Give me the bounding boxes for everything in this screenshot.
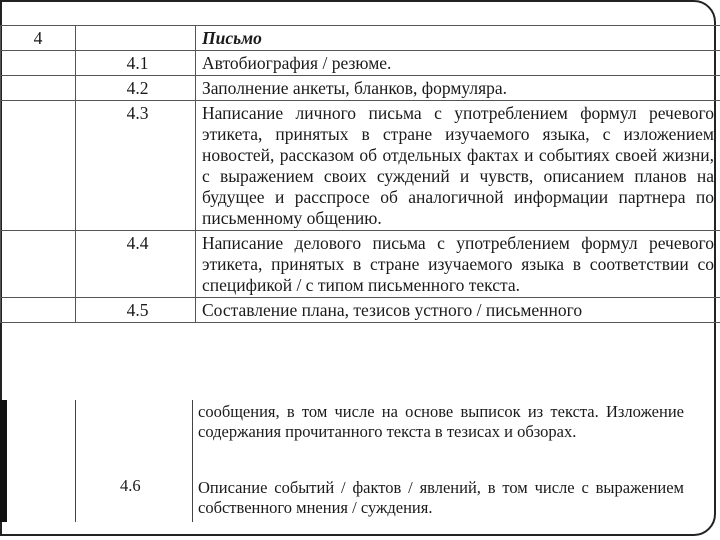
subsection-text: Заполнение анкеты, бланков, формуляра. <box>196 76 720 101</box>
empty-cell <box>1 101 76 231</box>
table-row <box>1 51 720 76</box>
empty-cell <box>1 231 76 298</box>
table-continuation <box>0 400 718 522</box>
section-number: 4 <box>1 26 76 51</box>
left-edge-bar <box>0 400 7 522</box>
table-row <box>1 76 720 101</box>
continuation-text: сообщения, в том числе на основе выписок из текста. Изложение содержания прочитанного текста в тезисах и обзорах. <box>198 402 684 441</box>
subsection-text: Написание личного письма с употреблением формул речевого этикета, принятых в стране изучаемого языка, с изложением новостей, рассказом об отдельных фактах и событиях своей жизни, с выражением своих суждений и чувств, описанием планов на будущее и расспросе об аналогичной информации партнера по письменному общению. <box>196 101 720 231</box>
table-row <box>1 298 720 323</box>
table-row <box>1 101 720 231</box>
subsection-number: 4.1 <box>76 51 196 76</box>
subsection-text: Автобиография / резюме. <box>196 51 720 76</box>
empty-cell <box>76 26 196 51</box>
empty-cell <box>1 51 76 76</box>
table-row <box>1 231 720 298</box>
subsection-number: 4.6 <box>120 476 141 495</box>
subsection-text: Составление плана, тезисов устного / письменного <box>196 298 720 323</box>
empty-cell <box>1 298 76 323</box>
empty-cell <box>1 76 76 101</box>
subsection-number: 4.3 <box>76 101 196 231</box>
subsection-number: 4.4 <box>76 231 196 298</box>
writing-table <box>0 25 720 323</box>
subsection-text: Написание делового письма с употреблением формул речевого этикета, принятых в стране изучаемого языка в соответствии со спецификой / с типом письменного текста. <box>196 231 720 298</box>
column-divider <box>75 400 76 522</box>
column-divider <box>192 400 193 522</box>
subsection-text: Описание событий / фактов / явлений, в том числе с выражением собственного мнения / суждения. <box>198 478 684 517</box>
subsection-number: 4.2 <box>76 76 196 101</box>
section-header-row <box>1 26 720 51</box>
subsection-number: 4.5 <box>76 298 196 323</box>
section-title: Письмо <box>196 26 720 51</box>
